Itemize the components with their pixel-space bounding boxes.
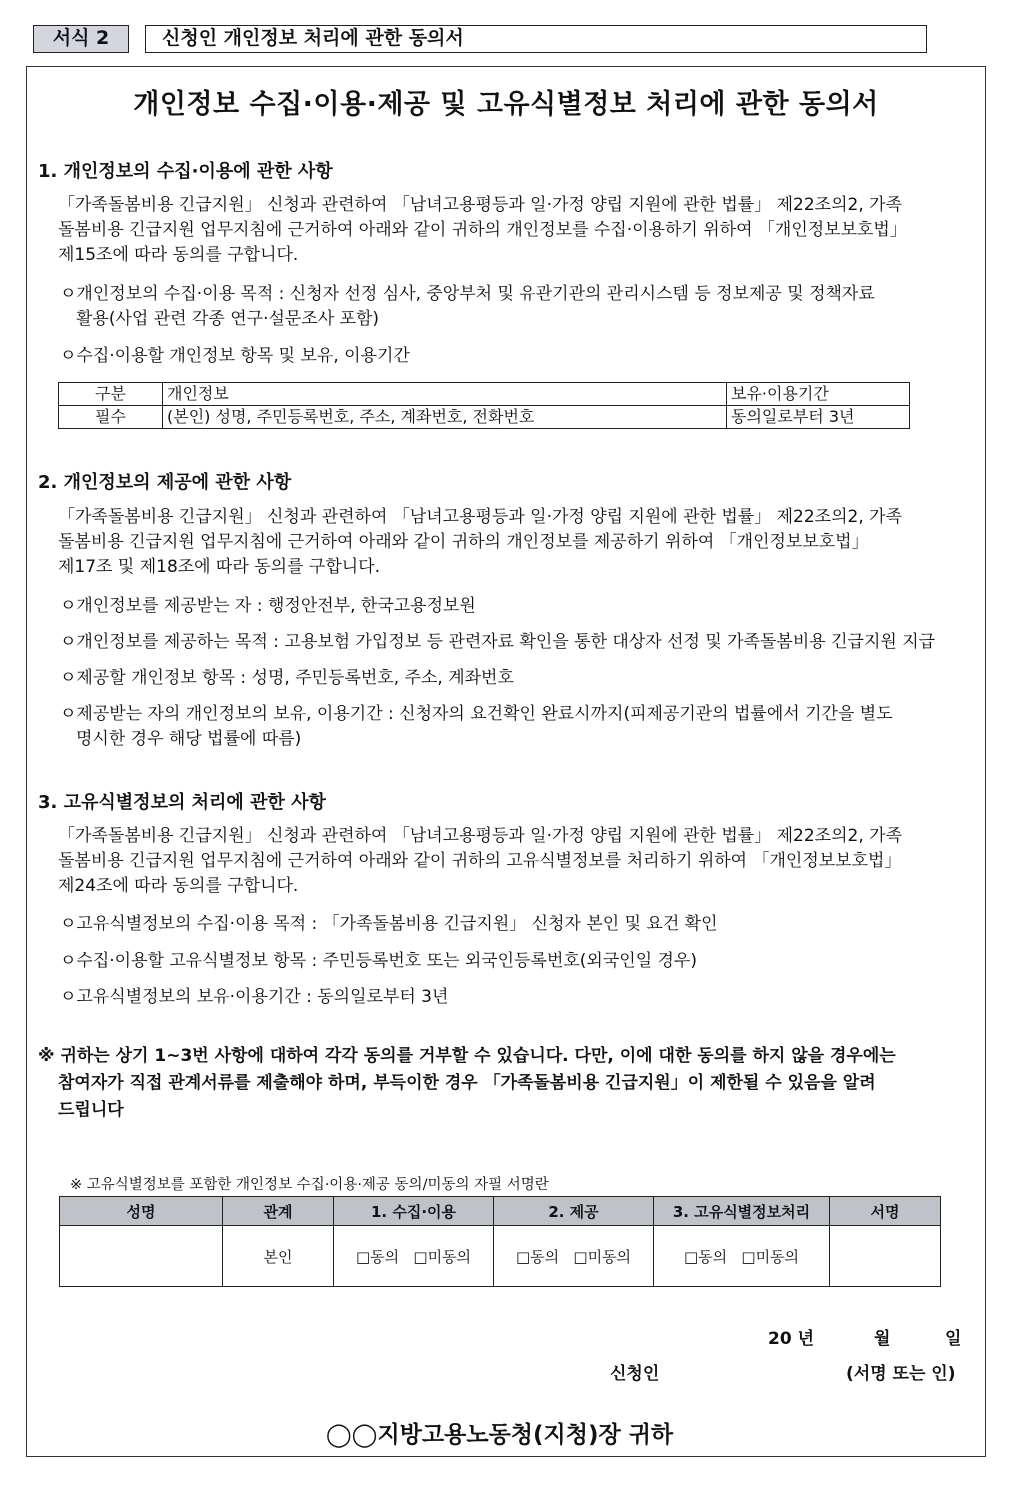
section1-items-label: ㅇ수집·이용할 개인정보 항목 및 보유, 이용기간	[60, 346, 410, 366]
date-year: 20 년	[768, 1329, 814, 1349]
date-day: 일	[945, 1329, 962, 1349]
section2-paragraph	[58, 505, 966, 580]
agree-checkbox[interactable]: □동의	[683, 1247, 728, 1266]
relation-cell: 본인	[223, 1226, 334, 1287]
addressee: ◯◯지방고용노동청(지청)장 귀하	[326, 1422, 674, 1448]
table-header-cell: 구분	[59, 383, 163, 406]
section2-items: ㅇ제공할 개인정보 항목 : 성명, 주민등록번호, 주소, 계좌번호	[60, 668, 514, 688]
signature-note: ※ 고유식별정보를 포함한 개인정보 수집·이용·제공 동의/미동의 자필 서명란	[70, 1177, 549, 1193]
section3-paragraph	[58, 824, 966, 899]
refusal-notice	[38, 1043, 968, 1124]
table-header-row	[59, 383, 910, 406]
unique-id-cell	[654, 1226, 830, 1287]
header-collect-use: 1. 수집·이용	[334, 1197, 494, 1226]
disagree-checkbox[interactable]: □미동의	[741, 1247, 800, 1266]
table-header-row	[60, 1197, 941, 1226]
section1-heading: 1. 개인정보의 수집·이용에 관한 사항	[38, 161, 333, 182]
paragraph-line: 「가족돌봄비용 긴급지원」 신청과 관련하여 「남녀고용평등과 일·가정 양립 지원에 관한 법률」 제22조의2, 가족	[58, 195, 902, 215]
header-signature: 서명	[830, 1197, 941, 1226]
table-cell: 동의일로부터 3년	[727, 406, 910, 429]
notice-line: ※ 귀하는 상기 1~3번 사항에 대하여 각각 동의를 거부할 수 있습니다. 다만, 이에 대한 동의를 하지 않을 경우에는	[38, 1046, 896, 1066]
section1-paragraph	[58, 193, 966, 268]
section2-heading: 2. 개인정보의 제공에 관한 사항	[38, 472, 292, 493]
header-name: 성명	[60, 1197, 223, 1226]
paragraph-line: 제24조에 따라 동의를 구합니다.	[58, 876, 299, 896]
section3-retention: ㅇ고유식별정보의 보유·이용기간 : 동의일로부터 3년	[60, 987, 449, 1007]
section3-heading: 3. 고유식별정보의 처리에 관한 사항	[38, 792, 326, 813]
paragraph-line: 제17조 및 제18조에 따라 동의를 구합니다.	[58, 557, 381, 577]
document-title: 개인정보 수집·이용·제공 및 고유식별정보 처리에 관한 동의서	[133, 89, 879, 120]
section2-purpose: ㅇ개인정보를 제공하는 목적 : 고용보험 가입정보 등 관련자료 확인을 통한 대상자 선정 및 가족돌봄비용 긴급지원 지급	[60, 632, 936, 652]
table-row	[59, 406, 910, 429]
section2-recipient: ㅇ개인정보를 제공받는 자 : 행정안전부, 한국고용정보원	[60, 596, 476, 616]
paragraph-line: 「가족돌봄비용 긴급지원」 신청과 관련하여 「남녀고용평등과 일·가정 양립 지원에 관한 법률」 제22조의2, 가족	[58, 826, 902, 846]
header-relation: 관계	[223, 1197, 334, 1226]
paragraph-line: 돌봄비용 긴급지원 업무지침에 근거하여 아래와 같이 귀하의 개인정보를 수집·이용하기 위하여 「개인정보보호법」	[58, 220, 907, 240]
consent-signature-table	[59, 1196, 941, 1287]
paragraph-line: 제15조에 따라 동의를 구합니다.	[58, 245, 299, 265]
name-cell[interactable]	[60, 1226, 223, 1287]
table-cell: (본인) 성명, 주민등록번호, 주소, 계좌번호, 전화번호	[163, 406, 727, 429]
table-header-cell: 개인정보	[163, 383, 727, 406]
applicant-sign-hint: (서명 또는 인)	[846, 1364, 956, 1384]
disagree-checkbox[interactable]: □미동의	[413, 1247, 472, 1266]
provide-cell	[494, 1226, 654, 1287]
header-provide: 2. 제공	[494, 1197, 654, 1226]
paragraph-line: 「가족돌봄비용 긴급지원」 신청과 관련하여 「남녀고용평등과 일·가정 양립 지원에 관한 법률」 제22조의2, 가족	[58, 507, 902, 527]
table-header-cell: 보유·이용기간	[727, 383, 910, 406]
section3-items: ㅇ수집·이용할 고유식별정보 항목 : 주민등록번호 또는 외국인등록번호(외국인일 경우)	[60, 951, 697, 971]
paragraph-line: 돌봄비용 긴급지원 업무지침에 근거하여 아래와 같이 귀하의 고유식별정보를 처리하기 위하여 「개인정보보호법」	[58, 851, 902, 871]
applicant-label: 신청인	[610, 1364, 660, 1384]
table-row	[60, 1226, 941, 1287]
section1-purpose: ㅇ개인정보의 수집·이용 목적 : 신청자 선정 심사, 중앙부처 및 유관기관의 관리시스템 등 정보제공 및 정책자료 활용(사업 관련 각종 연구·설문조사 포함)	[60, 284, 875, 329]
header-unique-id: 3. 고유식별정보처리	[654, 1197, 830, 1226]
agree-checkbox[interactable]: □동의	[515, 1247, 560, 1266]
notice-line: 참여자가 직접 관계서류를 제출해야 하며, 부득이한 경우 「가족돌봄비용 긴급지원」이 제한될 수 있음을 알려	[58, 1073, 876, 1093]
notice-line: 드립니다	[58, 1100, 124, 1120]
form-title-box: 신청인 개인정보 처리에 관한 동의서	[145, 25, 927, 53]
collect-use-cell	[334, 1226, 494, 1287]
form-number-badge: 서식 2	[33, 25, 129, 53]
disagree-checkbox[interactable]: □미동의	[573, 1247, 632, 1266]
section2-retention: ㅇ제공받는 자의 개인정보의 보유, 이용기간 : 신청자의 요건확인 완료시까지(피제공기관의 법률에서 기간을 별도 명시한 경우 해당 법률에 따름)	[60, 704, 893, 749]
paragraph-line: 돌봄비용 긴급지원 업무지침에 근거하여 아래와 같이 귀하의 개인정보를 제공하기 위하여 「개인정보보호법」	[58, 532, 869, 552]
personal-info-table	[58, 382, 910, 429]
signature-cell[interactable]	[830, 1226, 941, 1287]
table-cell: 필수	[59, 406, 163, 429]
agree-checkbox[interactable]: □동의	[355, 1247, 400, 1266]
date-month: 월	[874, 1329, 891, 1349]
section3-purpose: ㅇ고유식별정보의 수집·이용 목적 : 「가족돌봄비용 긴급지원」 신청자 본인 및 요건 확인	[60, 914, 718, 934]
